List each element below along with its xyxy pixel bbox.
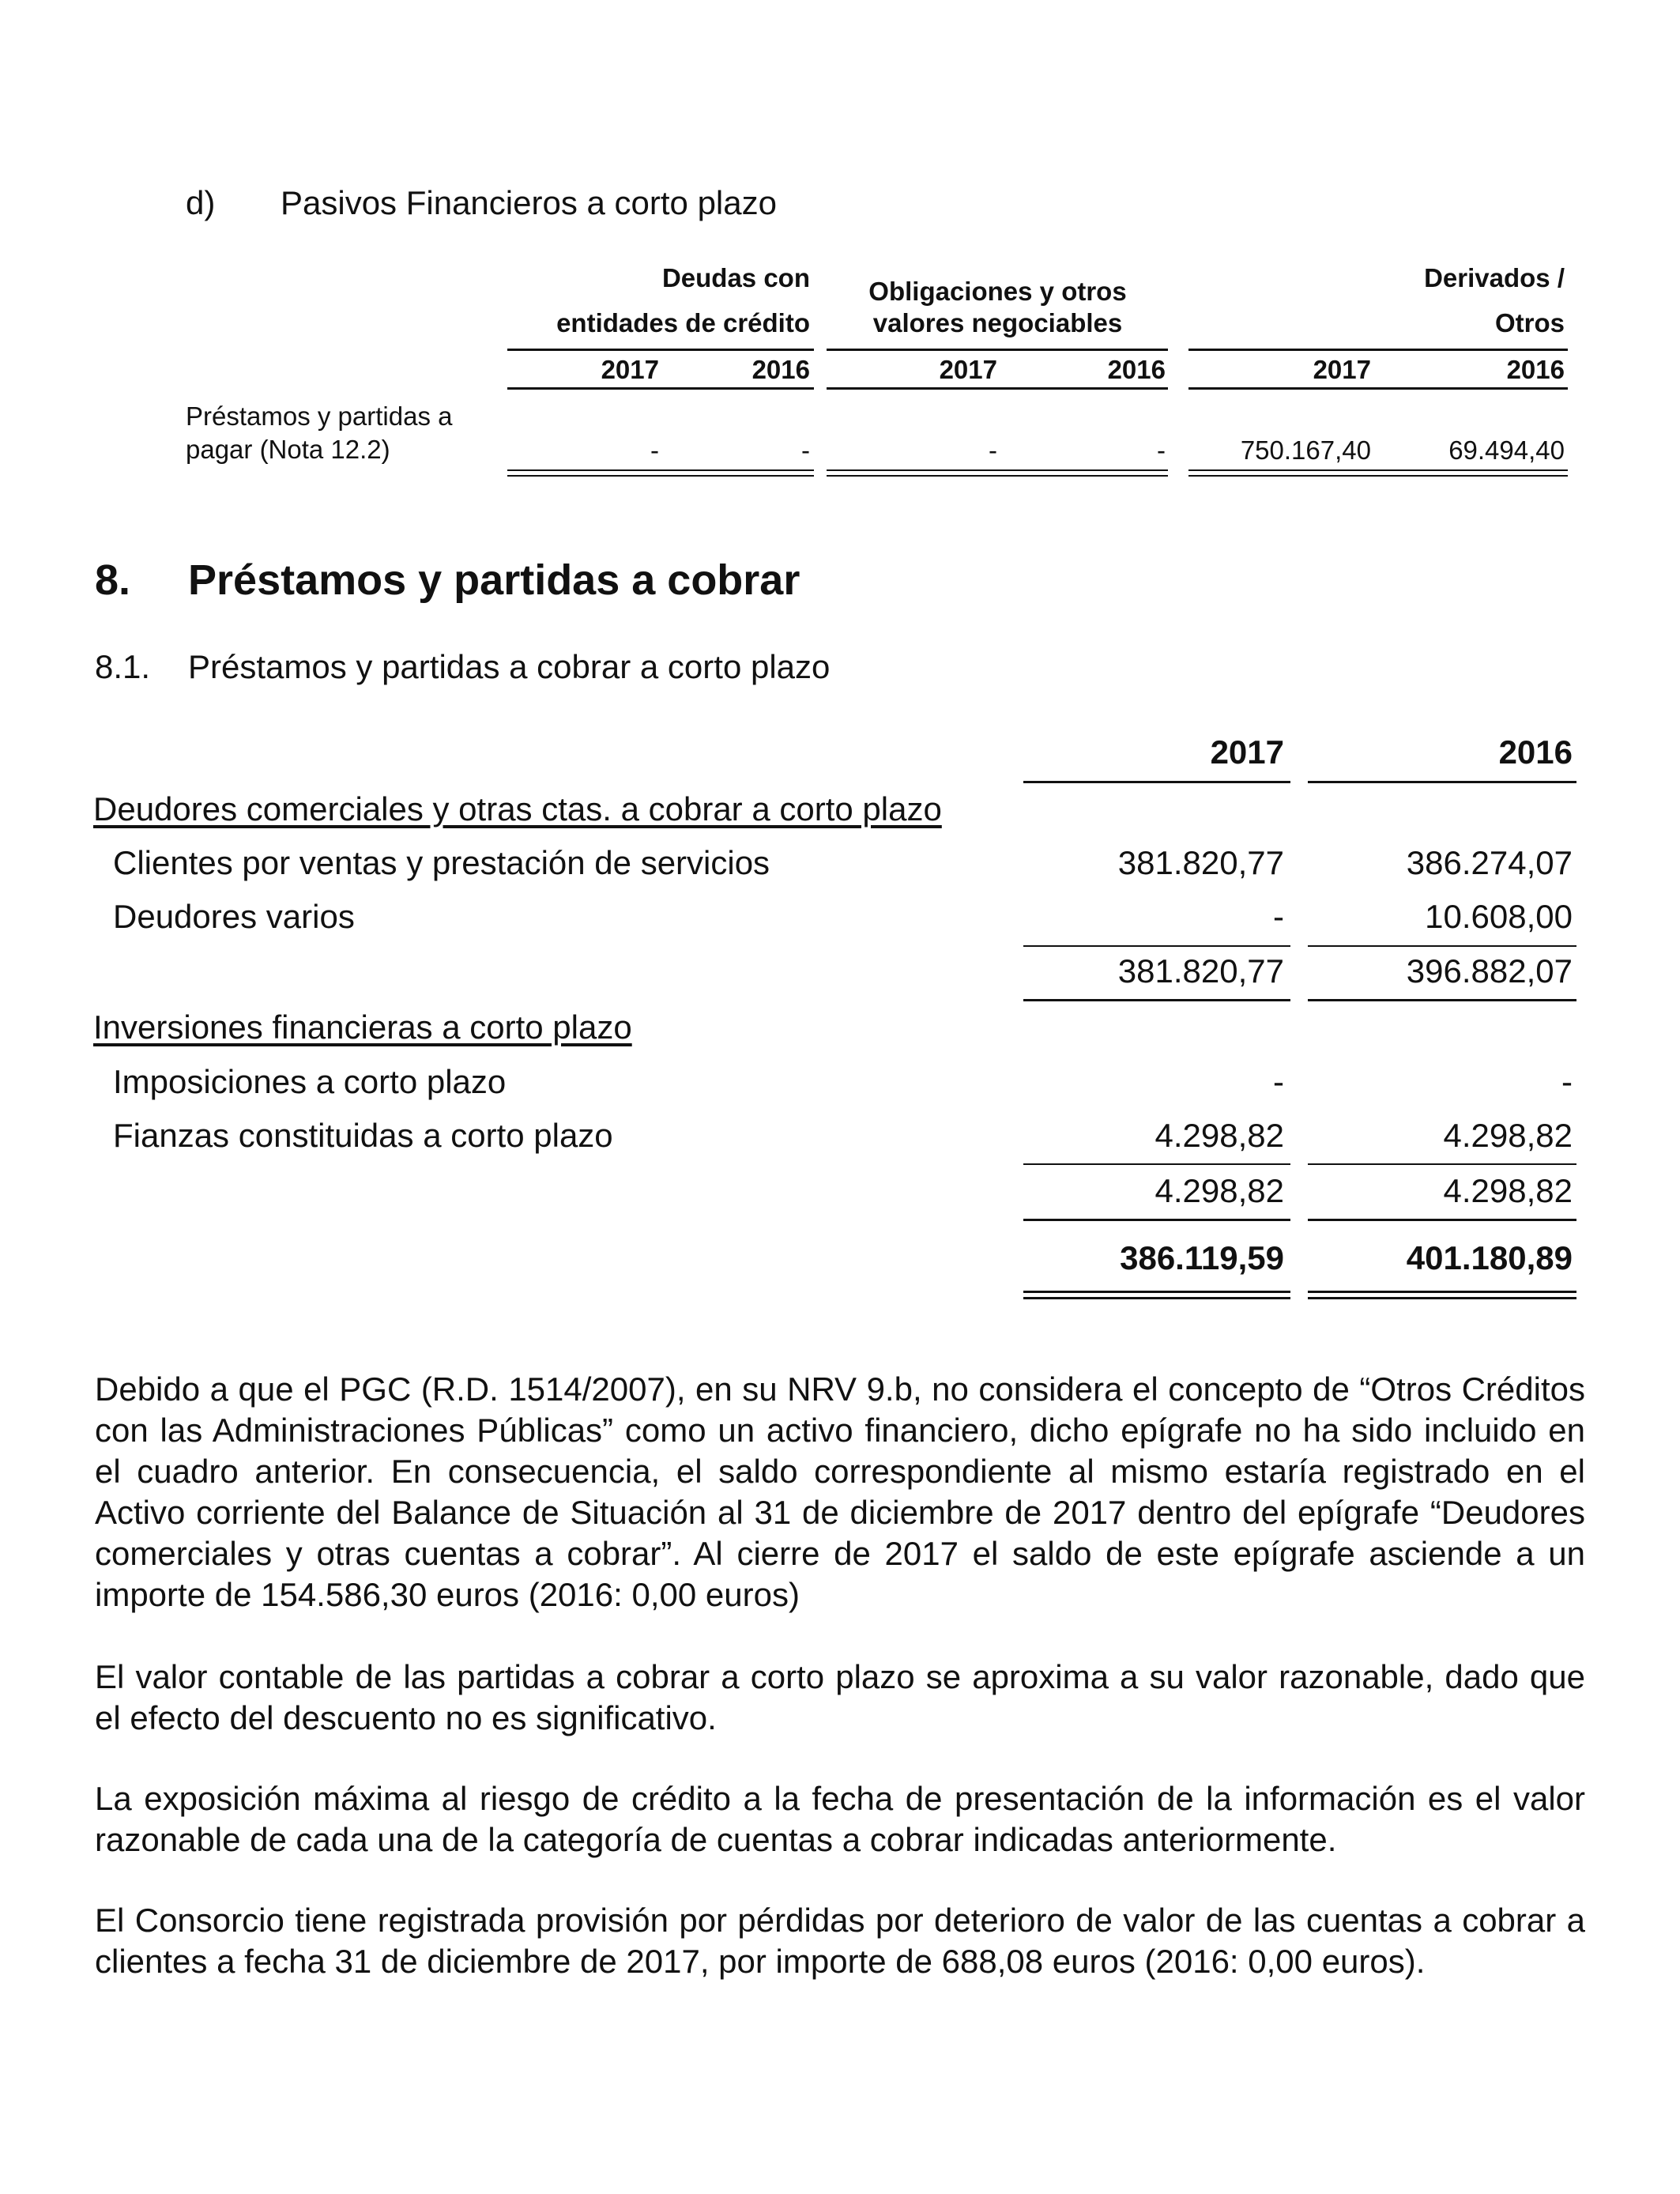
t2-year-2016: 2016 — [1498, 733, 1573, 771]
section-8-number: 8. — [95, 556, 131, 604]
g2-under-subtotal-2017 — [1023, 1219, 1290, 1221]
section-8-title: Préstamos y partidas a cobrar — [188, 556, 800, 604]
t2-rule-year-2017 — [1023, 781, 1290, 783]
g2-under-subtotal-2016 — [1308, 1219, 1576, 1221]
group-2-line1: Obligaciones y otros — [868, 277, 1127, 306]
year-g1-2017: 2017 — [601, 355, 659, 384]
value-g1-2017: - — [650, 435, 659, 465]
section-8-1-number: 8.1. — [95, 648, 151, 685]
g2-row2-2017: 4.298,82 — [1155, 1117, 1284, 1154]
value-g3-2017: 750.167,40 — [1240, 435, 1371, 465]
rule-g3-double-a — [1188, 469, 1568, 471]
t2-year-2017: 2017 — [1210, 733, 1284, 771]
paragraph-1: Debido a que el PGC (R.D. 1514/2007), en su NRV 9.b, no considera el concepto de “Otros Créditos con las Administraciones Públicas” como un activo financiero, dicho epígrafe no ha sido incluido en el cuadro anterior. En consecuencia, el saldo correspondiente al mismo estaría registrado en el Activo corriente del Balance de Situación al 31 de diciembre de 2017 dentro del epígrafe “Deudores comerciales y otras cuentas a cobrar”. Al cierre de 2017 el saldo de este epígrafe asciende a un importe de 154.586,30 euros (2016: 0,00 euros) — [95, 1370, 1585, 1613]
g2-subtotal-2017: 4.298,82 — [1155, 1172, 1284, 1209]
total-2016: 401.180,89 — [1406, 1239, 1573, 1276]
g2-row1-2017: - — [1273, 1063, 1284, 1100]
rule-group-3-top — [1188, 349, 1568, 351]
g1-subtotal-2016: 396.882,07 — [1406, 952, 1573, 990]
g1-subtotal-2017: 381.820,77 — [1117, 952, 1284, 990]
g1-row2-2016: 10.608,00 — [1425, 898, 1573, 935]
g1-row1-2016: 386.274,07 — [1406, 844, 1573, 881]
g1-subtotal-rule-2016 — [1308, 945, 1576, 947]
rule-group-1-top — [507, 349, 814, 351]
g1-row1-2017: 381.820,77 — [1117, 844, 1284, 881]
rule-group-1-years — [507, 387, 814, 390]
t2-rule-year-2016 — [1308, 781, 1576, 783]
rule-g2-double-a — [827, 469, 1168, 471]
row-label-line2: pagar (Nota 12.2) — [186, 435, 390, 464]
g1-row2-2017: - — [1273, 898, 1284, 935]
year-g3-2017: 2017 — [1313, 355, 1371, 384]
paragraph-2: El valor contable de las partidas a cobrar a corto plazo se aproxima a su valor razonable, dado que el efecto del descuento no es significativo. — [95, 1658, 1585, 1736]
group-3-line1: Derivados / — [1424, 263, 1565, 292]
section-d-letter: d) — [186, 184, 216, 221]
g1-under-subtotal-2017 — [1023, 999, 1290, 1001]
section-8-1-title: Préstamos y partidas a cobrar a corto plazo — [188, 648, 831, 685]
group2-heading: Inversiones financieras a corto plazo — [93, 1008, 632, 1046]
g2-subtotal-2016: 4.298,82 — [1443, 1172, 1573, 1209]
total-double-rule-2016-b — [1308, 1297, 1576, 1299]
total-double-rule-2016-a — [1308, 1291, 1576, 1293]
rule-g2-double-b — [827, 475, 1168, 477]
g2-subtotal-rule-2016 — [1308, 1163, 1576, 1165]
paragraph-4: El Consorcio tiene registrada provisión por pérdidas por deterioro de valor de las cuentas a cobrar a clientes a fecha 31 de diciembre de 2017, por importe de 688,08 euros (2016: 0,00 euros). — [95, 1902, 1585, 1980]
total-double-rule-2017-a — [1023, 1291, 1290, 1293]
g2-row1-label: Imposiciones a corto plazo — [113, 1063, 507, 1100]
value-g2-2017: - — [989, 435, 997, 465]
row-label-line1: Préstamos y partidas a — [186, 401, 453, 431]
value-g3-2016: 69.494,40 — [1448, 435, 1565, 465]
paragraph-3: La exposición máxima al riesgo de crédito a la fecha de presentación de la información es el valor razonable de cada una de la categoría de cuentas a cobrar indicadas anteriormente. — [95, 1780, 1585, 1858]
rule-g1-double-a — [507, 469, 814, 471]
g1-row1-label: Clientes por ventas y prestación de servicios — [113, 844, 770, 881]
group-1-line2: entidades de crédito — [556, 308, 810, 337]
g1-under-subtotal-2016 — [1308, 999, 1576, 1001]
group1-heading: Deudores comerciales y otras ctas. a cobrar a corto plazo — [93, 790, 942, 827]
year-g2-2016: 2016 — [1107, 355, 1166, 384]
rule-g3-double-b — [1188, 475, 1568, 477]
year-g2-2017: 2017 — [939, 355, 997, 384]
g2-subtotal-rule-2017 — [1023, 1163, 1290, 1165]
g1-row2-label: Deudores varios — [113, 898, 355, 935]
value-g2-2016: - — [1157, 435, 1166, 465]
group-3-line2: Otros — [1494, 308, 1565, 337]
g2-row2-label: Fianzas constituidas a corto plazo — [113, 1117, 613, 1154]
g1-subtotal-rule-2017 — [1023, 945, 1290, 947]
year-g1-2016: 2016 — [751, 355, 810, 384]
rule-g1-double-b — [507, 475, 814, 477]
rule-group-2-top — [827, 349, 1168, 351]
total-double-rule-2017-b — [1023, 1297, 1290, 1299]
group-1-line1: Deudas con — [661, 263, 810, 292]
rule-group-3-years — [1188, 387, 1568, 390]
g2-row2-2016: 4.298,82 — [1443, 1117, 1573, 1154]
rule-group-2-years — [827, 387, 1168, 390]
g2-row1-2016: - — [1561, 1063, 1573, 1100]
group-2-line2: valores negociables — [872, 308, 1123, 337]
total-2017: 386.119,59 — [1120, 1239, 1284, 1276]
section-d-title: Pasivos Financieros a corto plazo — [281, 184, 777, 221]
year-g3-2016: 2016 — [1506, 355, 1565, 384]
value-g1-2016: - — [801, 435, 810, 465]
